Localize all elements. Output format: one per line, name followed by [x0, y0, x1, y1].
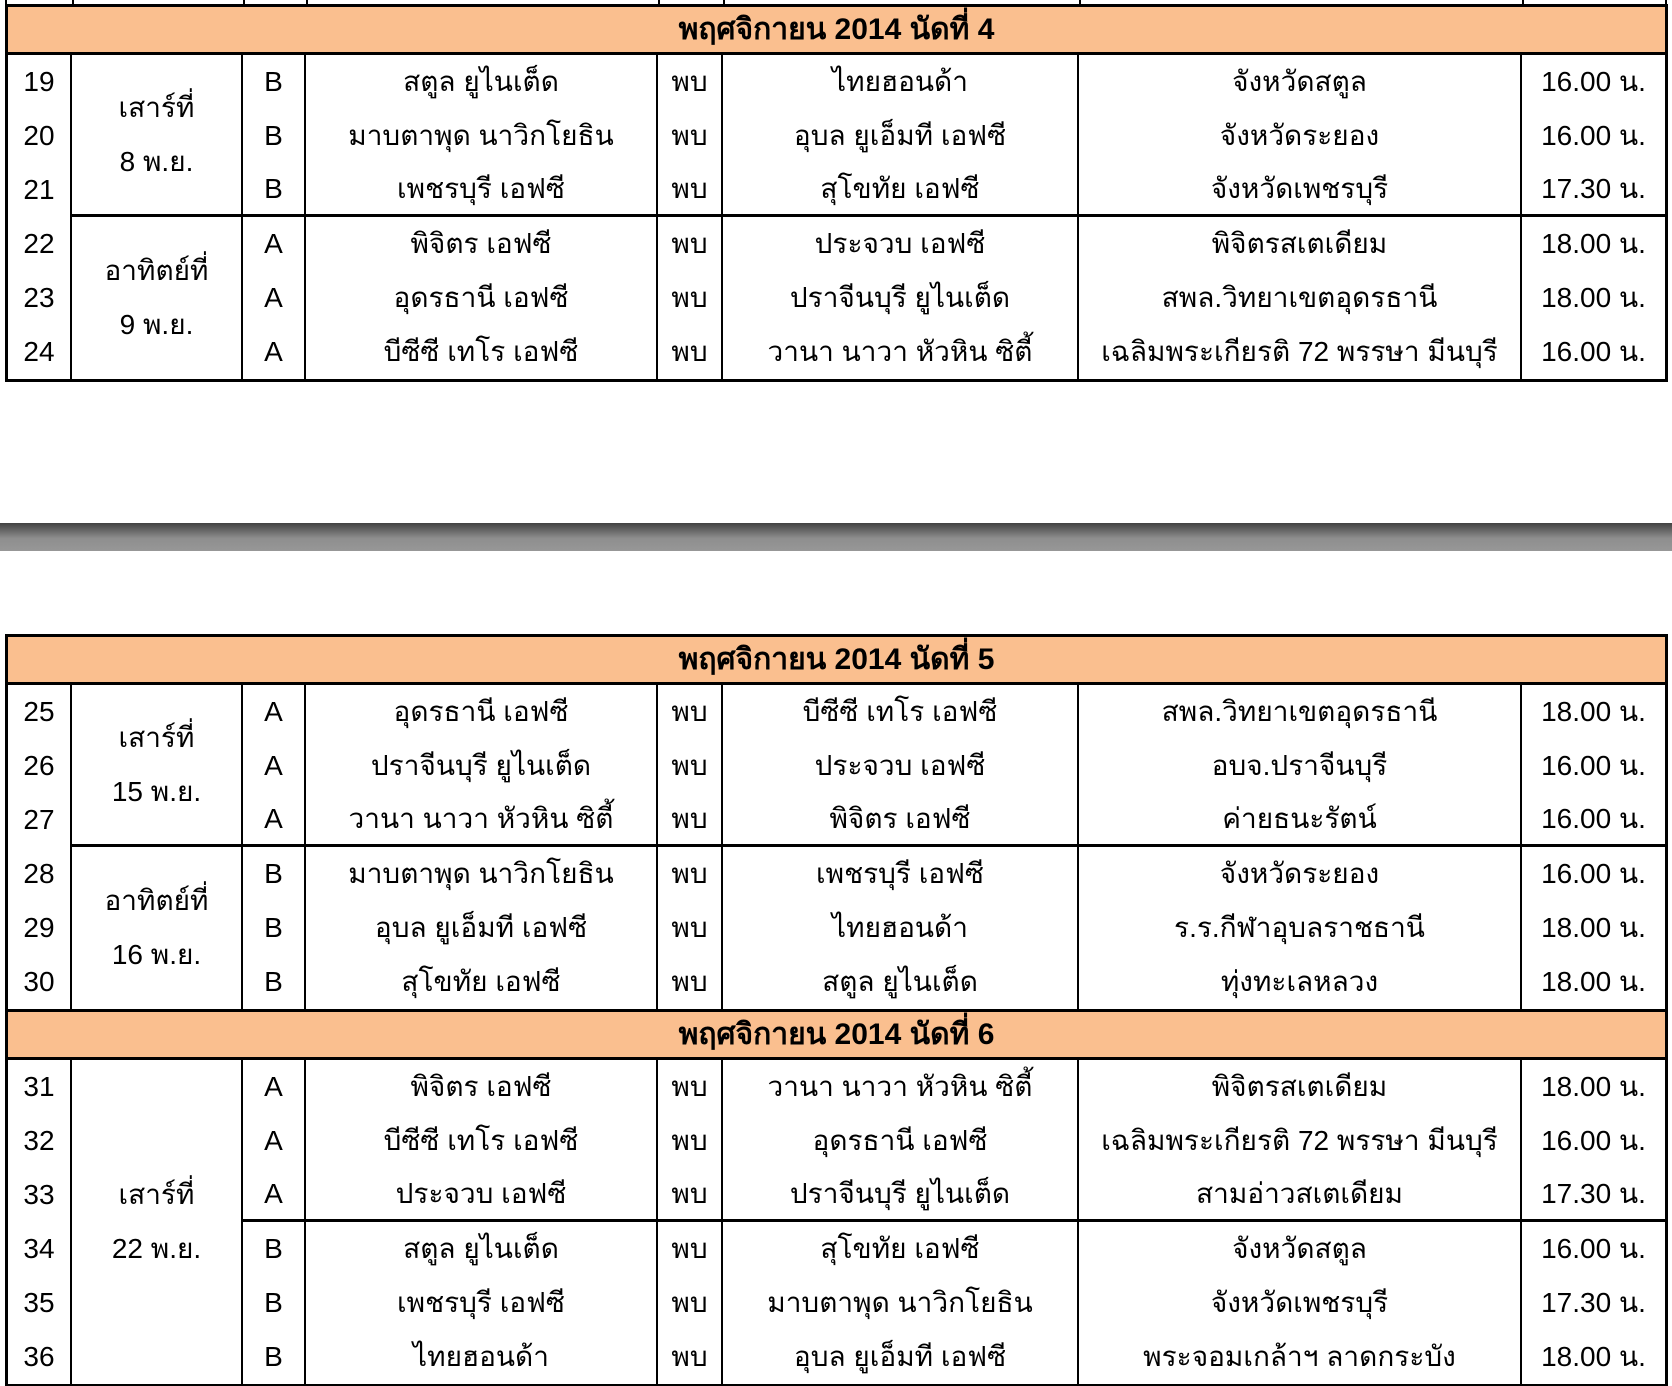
- group-cell: B: [243, 1276, 306, 1330]
- group-cell: A: [243, 739, 306, 793]
- time-cell: 18.00 น.: [1541, 1341, 1646, 1372]
- date-line: เสาร์ที่: [118, 721, 195, 753]
- away-team-cell: อุบล ยูเอ็มที เอฟซี: [723, 109, 1079, 163]
- match-number: 30: [23, 966, 55, 997]
- date-line: 16 พ.ย.: [111, 939, 202, 970]
- date-line: อาทิตย์ที่: [104, 885, 209, 916]
- home-team-cell: มาบตาพุด นาวิกโยธิน: [306, 847, 658, 901]
- date-line: 15 พ.ย.: [111, 775, 202, 807]
- vs-cell: พบ: [658, 109, 723, 163]
- match-number: 33: [23, 1179, 55, 1210]
- date-cell: [72, 847, 243, 1009]
- home-team-cell: พิจิตร เอฟซี: [306, 1060, 658, 1114]
- venue-cell: พิจิตรสเตเดียม: [1079, 1060, 1522, 1114]
- venue-cell: พิจิตรสเตเดียม: [1079, 217, 1522, 271]
- match-number: 20: [23, 120, 55, 151]
- group-cell: A: [243, 1060, 306, 1114]
- time-cell: 18.00 น.: [1541, 696, 1646, 727]
- time-cell: 18.00 น.: [1541, 912, 1646, 943]
- away-team-cell: อุบล ยูเอ็มที เอฟซี: [723, 1330, 1079, 1384]
- time-cell: 16.00 น.: [1541, 66, 1646, 97]
- date-line: 8 พ.ย.: [119, 145, 194, 177]
- group-cell: A: [243, 1114, 306, 1168]
- home-team-cell: พิจิตร เอฟซี: [306, 217, 658, 271]
- venue-cell: จังหวัดเพชรบุรี: [1079, 163, 1522, 217]
- venue-cell: จังหวัดระยอง: [1079, 109, 1522, 163]
- group-cell: B: [243, 55, 306, 109]
- time-cell: 16.00 น.: [1541, 858, 1646, 889]
- vs-cell: พบ: [658, 1114, 723, 1168]
- venue-cell: เฉลิมพระเกียรติ 72 พรรษา มีนบุรี: [1079, 325, 1522, 379]
- match-no-column: [8, 685, 72, 1009]
- match-number: 31: [23, 1071, 55, 1102]
- venue-cell: จังหวัดระยอง: [1079, 847, 1522, 901]
- venue-cell: เฉลิมพระเกียรติ 72 พรรษา มีนบุรี: [1079, 1114, 1522, 1168]
- match-number: 28: [23, 858, 55, 889]
- away-team-cell: ประจวบ เอฟซี: [723, 217, 1079, 271]
- home-team-cell: อุดรธานี เอฟซี: [306, 685, 658, 739]
- date-line: เสาร์ที่: [118, 1179, 195, 1210]
- match-number: 26: [23, 750, 55, 781]
- away-team-cell: สุโขทัย เอฟซี: [723, 163, 1079, 217]
- vs-cell: พบ: [658, 685, 723, 739]
- schedule-page-bottom: [5, 634, 1668, 1386]
- match-number: 23: [23, 282, 55, 313]
- venue-cell: อบจ.ปราจีนบุรี: [1079, 739, 1522, 793]
- time-cell: 16.00 น.: [1541, 120, 1646, 151]
- home-team-cell: มาบตาพุด นาวิกโยธิน: [306, 109, 658, 163]
- matchday-5-table: [8, 637, 1665, 1009]
- away-team-cell: วานา นาวา หัวหิน ซิตี้: [723, 1060, 1079, 1114]
- schedule-grid: [8, 55, 1665, 379]
- home-team-cell: บีซีซี เทโร เอฟซี: [306, 1114, 658, 1168]
- date-cell: [72, 55, 243, 217]
- group-cell: B: [243, 847, 306, 901]
- away-team-cell: ไทยฮอนด้า: [723, 55, 1079, 109]
- vs-cell: พบ: [658, 793, 723, 847]
- match-number: 29: [23, 912, 55, 943]
- time-cell: 16.00 น.: [1541, 750, 1646, 781]
- venue-cell: ร.ร.กีฬาอุบลราชธานี: [1079, 901, 1522, 955]
- group-cell: A: [243, 271, 306, 325]
- home-team-cell: เพชรบุรี เอฟซี: [306, 163, 658, 217]
- group-cell: A: [243, 325, 306, 379]
- date-line: 22 พ.ย.: [111, 1233, 202, 1264]
- match-number: 36: [23, 1341, 55, 1372]
- vs-cell: พบ: [658, 271, 723, 325]
- group-cell: B: [243, 955, 306, 1009]
- vs-cell: พบ: [658, 1276, 723, 1330]
- venue-cell: สพล.วิทยาเขตอุดรธานี: [1079, 271, 1522, 325]
- venue-cell: ค่ายธนะรัตน์: [1079, 793, 1522, 847]
- venue-cell: สพล.วิทยาเขตอุดรธานี: [1079, 685, 1522, 739]
- time-cell: 16.00 น.: [1541, 1125, 1646, 1156]
- away-team-cell: วานา นาวา หัวหิน ซิตี้: [723, 325, 1079, 379]
- vs-cell: พบ: [658, 739, 723, 793]
- home-team-cell: สตูล ยูไนเต็ด: [306, 1222, 658, 1276]
- matchday-header: พฤศจิกายน 2014 นัดที่ 4: [8, 7, 1665, 55]
- vs-cell: พบ: [658, 55, 723, 109]
- away-team-cell: เพชรบุรี เอฟซี: [723, 847, 1079, 901]
- date-cell: [72, 217, 243, 379]
- home-team-cell: บีซีซี เทโร เอฟซี: [306, 325, 658, 379]
- vs-cell: พบ: [658, 325, 723, 379]
- vs-cell: พบ: [658, 163, 723, 217]
- match-number: 21: [23, 174, 55, 205]
- match-no-column: [8, 1060, 72, 1384]
- time-cell: 18.00 น.: [1541, 966, 1646, 997]
- time-cell: 17.30 น.: [1522, 163, 1665, 217]
- date-line: 9 พ.ย.: [119, 309, 194, 340]
- group-cell: A: [243, 793, 306, 847]
- vs-cell: พบ: [658, 955, 723, 1009]
- time-cell: 16.00 น.: [1541, 336, 1646, 367]
- venue-cell: ทุ่งทะเลหลวง: [1079, 955, 1522, 1009]
- home-team-cell: สตูล ยูไนเต็ด: [306, 55, 658, 109]
- time-cell: 18.00 น.: [1541, 228, 1646, 259]
- home-team-cell: อุดรธานี เอฟซี: [306, 271, 658, 325]
- match-no-column: [8, 55, 72, 379]
- date-line: อาทิตย์ที่: [104, 255, 209, 286]
- group-cell: B: [243, 1222, 306, 1276]
- venue-cell: จังหวัดสตูล: [1079, 55, 1522, 109]
- vs-cell: พบ: [658, 901, 723, 955]
- time-cell: 16.00 น.: [1541, 1233, 1646, 1264]
- match-number: 27: [23, 804, 55, 835]
- group-cell: A: [243, 1168, 306, 1222]
- group-cell: B: [243, 163, 306, 217]
- matchday-4-table: [8, 7, 1665, 379]
- match-number: 35: [23, 1287, 55, 1318]
- venue-cell: สามอ่าวสเตเดียม: [1079, 1168, 1522, 1222]
- vs-cell: พบ: [658, 1168, 723, 1222]
- venue-cell: พระจอมเกล้าฯ ลาดกระบัง: [1079, 1330, 1522, 1384]
- match-number: 22: [23, 228, 55, 259]
- home-team-cell: ไทยฮอนด้า: [306, 1330, 658, 1384]
- schedule-page-top: [5, 4, 1668, 382]
- group-cell: B: [243, 901, 306, 955]
- date-cell: [72, 1060, 243, 1384]
- schedule-grid: [8, 685, 1665, 1009]
- vs-cell: พบ: [658, 217, 723, 271]
- home-team-cell: เพชรบุรี เอฟซี: [306, 1276, 658, 1330]
- date-cell: [72, 685, 243, 847]
- away-team-cell: อุดรธานี เอฟซี: [723, 1114, 1079, 1168]
- date-line: เสาร์ที่: [118, 91, 195, 123]
- away-team-cell: สตูล ยูไนเต็ด: [723, 955, 1079, 1009]
- away-team-cell: สุโขทัย เอฟซี: [723, 1222, 1079, 1276]
- matchday-header: พฤศจิกายน 2014 นัดที่ 5: [8, 637, 1665, 685]
- home-team-cell: ปราจีนบุรี ยูไนเต็ด: [306, 739, 658, 793]
- away-team-cell: ปราจีนบุรี ยูไนเต็ด: [723, 271, 1079, 325]
- time-cell: 18.00 น.: [1541, 1071, 1646, 1102]
- match-number: 34: [23, 1233, 55, 1264]
- away-team-cell: พิจิตร เอฟซี: [723, 793, 1079, 847]
- group-cell: A: [243, 685, 306, 739]
- match-number: 19: [23, 66, 55, 97]
- home-team-cell: ประจวบ เอฟซี: [306, 1168, 658, 1222]
- group-cell: B: [243, 109, 306, 163]
- home-team-cell: สุโขทัย เอฟซี: [306, 955, 658, 1009]
- time-cell: 17.30 น.: [1522, 1168, 1665, 1222]
- group-cell: B: [243, 1330, 306, 1384]
- time-cell: 16.00 น.: [1522, 793, 1665, 847]
- home-team-cell: อุบล ยูเอ็มที เอฟซี: [306, 901, 658, 955]
- group-cell: A: [243, 217, 306, 271]
- match-number: 24: [23, 336, 55, 367]
- time-cell: 17.30 น.: [1541, 1287, 1646, 1318]
- match-number: 32: [23, 1125, 55, 1156]
- home-team-cell: วานา นาวา หัวหิน ซิตี้: [306, 793, 658, 847]
- away-team-cell: บีซีซี เทโร เอฟซี: [723, 685, 1079, 739]
- time-cell: 18.00 น.: [1541, 282, 1646, 313]
- page-break-divider: [0, 523, 1672, 551]
- venue-cell: จังหวัดเพชรบุรี: [1079, 1276, 1522, 1330]
- vs-cell: พบ: [658, 1330, 723, 1384]
- away-team-cell: ปราจีนบุรี ยูไนเต็ด: [723, 1168, 1079, 1222]
- away-team-cell: ประจวบ เอฟซี: [723, 739, 1079, 793]
- venue-cell: จังหวัดสตูล: [1079, 1222, 1522, 1276]
- away-team-cell: ไทยฮอนด้า: [723, 901, 1079, 955]
- vs-cell: พบ: [658, 1060, 723, 1114]
- away-team-cell: มาบตาพุด นาวิกโยธิน: [723, 1276, 1079, 1330]
- vs-cell: พบ: [658, 847, 723, 901]
- schedule-grid: [8, 1060, 1665, 1384]
- matchday-6-table: [8, 1009, 1665, 1384]
- match-number: 25: [23, 696, 55, 727]
- vs-cell: พบ: [658, 1222, 723, 1276]
- matchday-header: พฤศจิกายน 2014 นัดที่ 6: [8, 1009, 1665, 1060]
